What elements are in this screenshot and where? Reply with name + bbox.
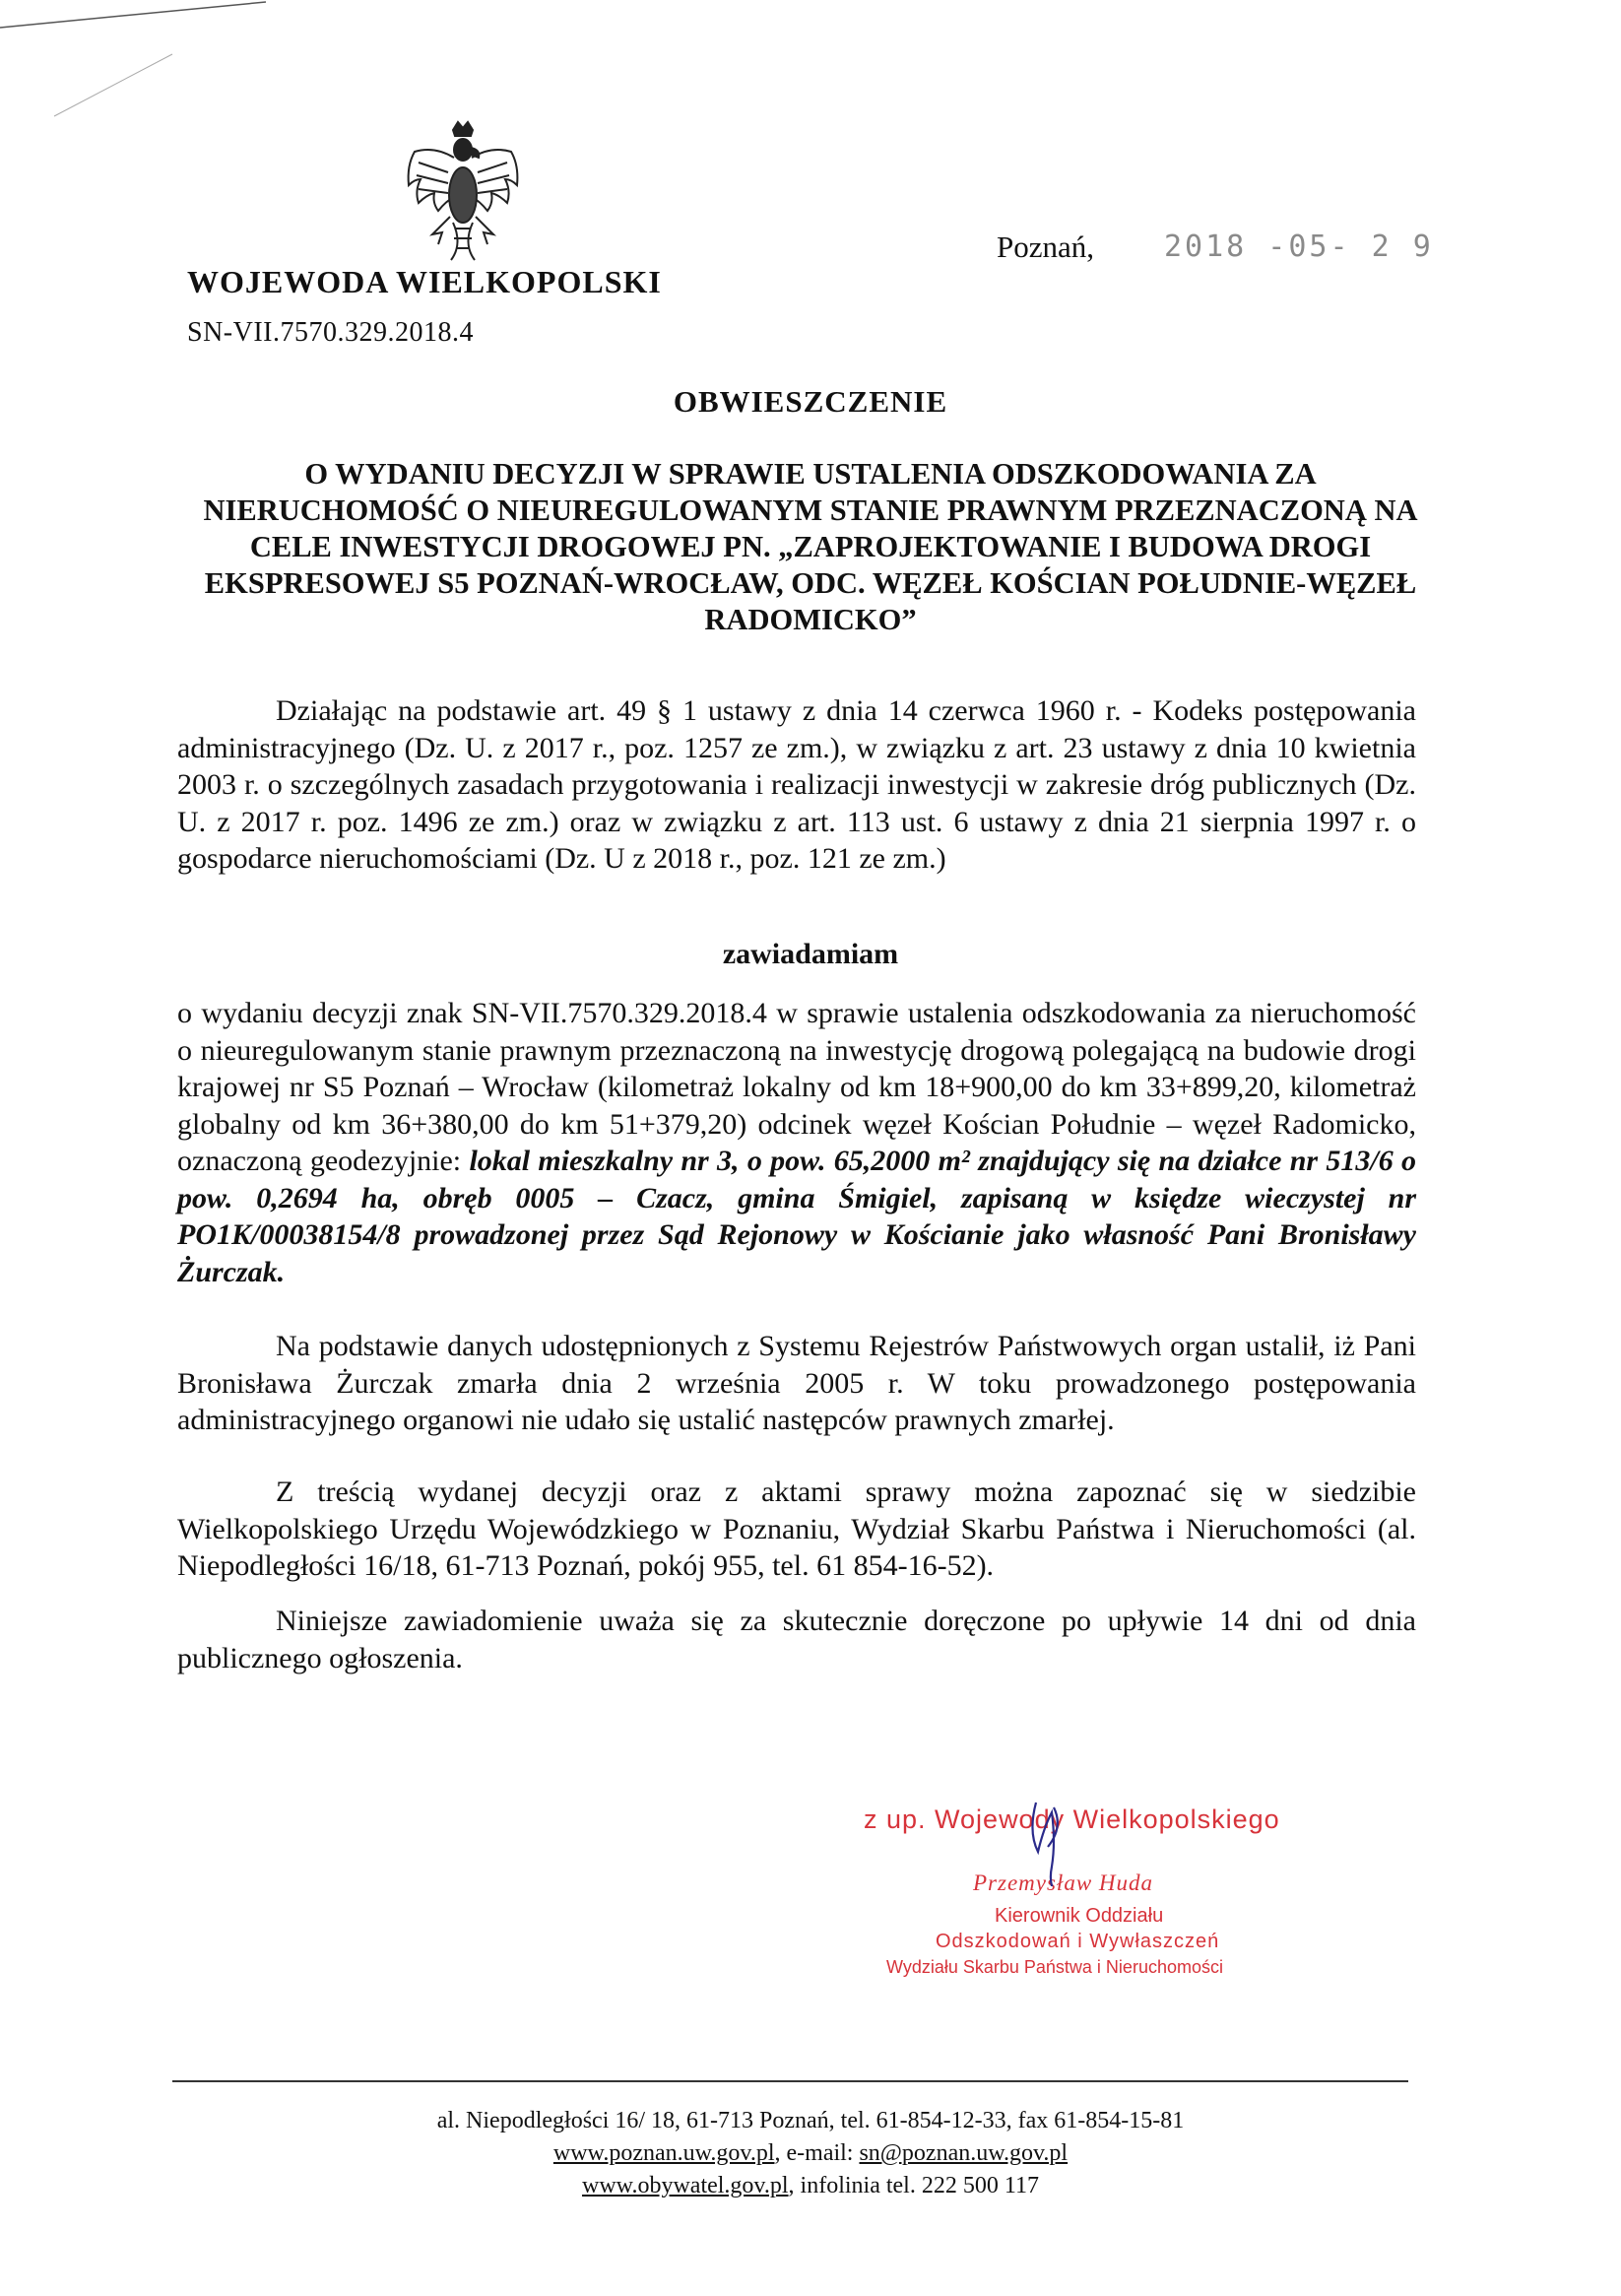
property-description: lokal mieszkalny nr 3, o pow. 65,2000 m² znajdujący się na działce nr 513/6 o pow. 0,2694 ha, obręb 0005 – Czacz, gmina Śmigiel, zapisaną w księdze wieczystej nr PO1K/00038154/8 prowadzonej przez Sąd Rejonowy w Kościanie jako własność Pani Bronisławy Żurczak. [177, 1145, 1417, 1288]
eagle-emblem-icon [399, 118, 527, 266]
case-number: SN-VII.7570.329.2018.4 [187, 317, 474, 348]
email-label: , e-mail: [774, 2140, 860, 2166]
decision-paragraph [177, 995, 1416, 1290]
website-link[interactable]: www.poznan.uw.gov.pl [552, 2140, 775, 2166]
footer-contact [0, 2137, 1621, 2169]
document-subject: O WYDANIU DECYZJI W SPRAWIE USTALENIA ODSZKODOWANIA ZA NIERUCHOMOŚĆ O NIEUREGULOWANYM STANIE PRAWNYM PRZEZNACZONĄ NA CELE INWESTYCJI DROGOWEJ PN. „ZAPROJEKTOWANIE I BUDOWA DROGI EKSPRESOWEJ S5 POZNAŃ-WROCŁAW, ODC. WĘZEŁ KOŚCIAN POŁUDNIE-WĘZEŁ RADOMICKO” [203, 457, 1418, 636]
access-paragraph: Z treścią wydanej decyzji oraz z aktami sprawy można zapoznać się w siedzibie Wielkopolskiego Urzędu Wojewódzkiego w Poznaniu, Wydział Skarbu Państwa i Nieruchomości (al. Niepodległości 16/18, 61-713 Poznań, pokój 955, tel. 61 854-16-52). [177, 1476, 1416, 1582]
footer-divider [172, 2080, 1408, 2082]
portal-link[interactable]: www.obywatel.gov.pl [582, 2173, 789, 2198]
handwritten-signature [1014, 1798, 1083, 1886]
stamp-department: Wydziału Skarbu Państwa i Nieruchomości [886, 1957, 1223, 1977]
email-link[interactable]: sn@poznan.uw.gov.pl [859, 2140, 1069, 2166]
stamp-unit: Odszkodowań i Wywłaszczeń [936, 1931, 1220, 1952]
stamp-authorization: z up. Wojewody Wielkopolskiego [864, 1804, 1280, 1834]
decision-text: o wydaniu decyzji znak SN-VII.7570.329.2018.4 w sprawie ustalenia odszkodowania za nieruchomość o nieuregulowanym stanie prawnym przeznaczoną na inwestycję drogową polegającą na budowie drogi krajowej nr S5 Poznań – Wrocław (kilometraż lokalny od km 18+900,00 do km 33+899,20, kilometraż globalny od km 36+380,00 do km 51+379,20) odcinek węzeł Kościan Południe – węzeł Radomicko, oznaczoną geodezyjnie: [177, 997, 1416, 1177]
footer-address: al. Niepodległości 16/ 18, 61-713 Poznań, tel. 61-854-12-33, fax 61-854-15-81 [436, 2108, 1185, 2133]
notify-heading: zawiadamiam [722, 938, 899, 970]
place-label: Poznań, [997, 230, 1095, 264]
document-title: OBWIESZCZENIE [673, 384, 948, 419]
stamp-position: Kierownik Oddziału [995, 1905, 1164, 1927]
date-stamp: 2018 -05- 2 9 [1164, 230, 1434, 264]
footer-portal [0, 2170, 1621, 2201]
stamp-signatory-name: Przemysław Huda [973, 1870, 1154, 1895]
registry-paragraph: Na podstawie danych udostępnionych z Systemu Rejestrów Państwowych organ ustalił, iż Pani Bronisława Żurczak zmarła dnia 2 września 2005 r. W toku prowadzonego postępowania administracyjnego organowi nie udało się ustalić następców prawnych zmarłej. [177, 1330, 1416, 1436]
official-stamp [857, 1788, 1320, 1985]
issuer-name: WOJEWODA WIELKOPOLSKI [187, 264, 662, 299]
legal-basis-paragraph: Działając na podstawie art. 49 § 1 ustawy z dnia 14 czerwca 1960 r. - Kodeks postępowania administracyjnego (Dz. U. z 2017 r., poz. 1257 ze zm.), w związku z art. 23 ustawy z dnia 10 kwietnia 2003 r. o szczególnych zasadach przygotowania i realizacji inwestycji w zakresie dróg publicznych (Dz. U. z 2017 r. poz. 1496 ze zm.) oraz w związku z art. 113 ust. 6 ustawy z dnia 21 sierpnia 1997 r. o gospodarce nieruchomościami (Dz. U z 2018 r., poz. 121 ze zm.) [177, 694, 1416, 875]
scan-artifact [0, 0, 295, 148]
delivery-paragraph: Niniejsze zawiadomienie uważa się za skutecznie doręczone po upływie 14 dni od dnia publicznego ogłoszenia. [177, 1605, 1416, 1674]
hotline-text: , infolinia tel. 222 500 117 [788, 2173, 1039, 2198]
